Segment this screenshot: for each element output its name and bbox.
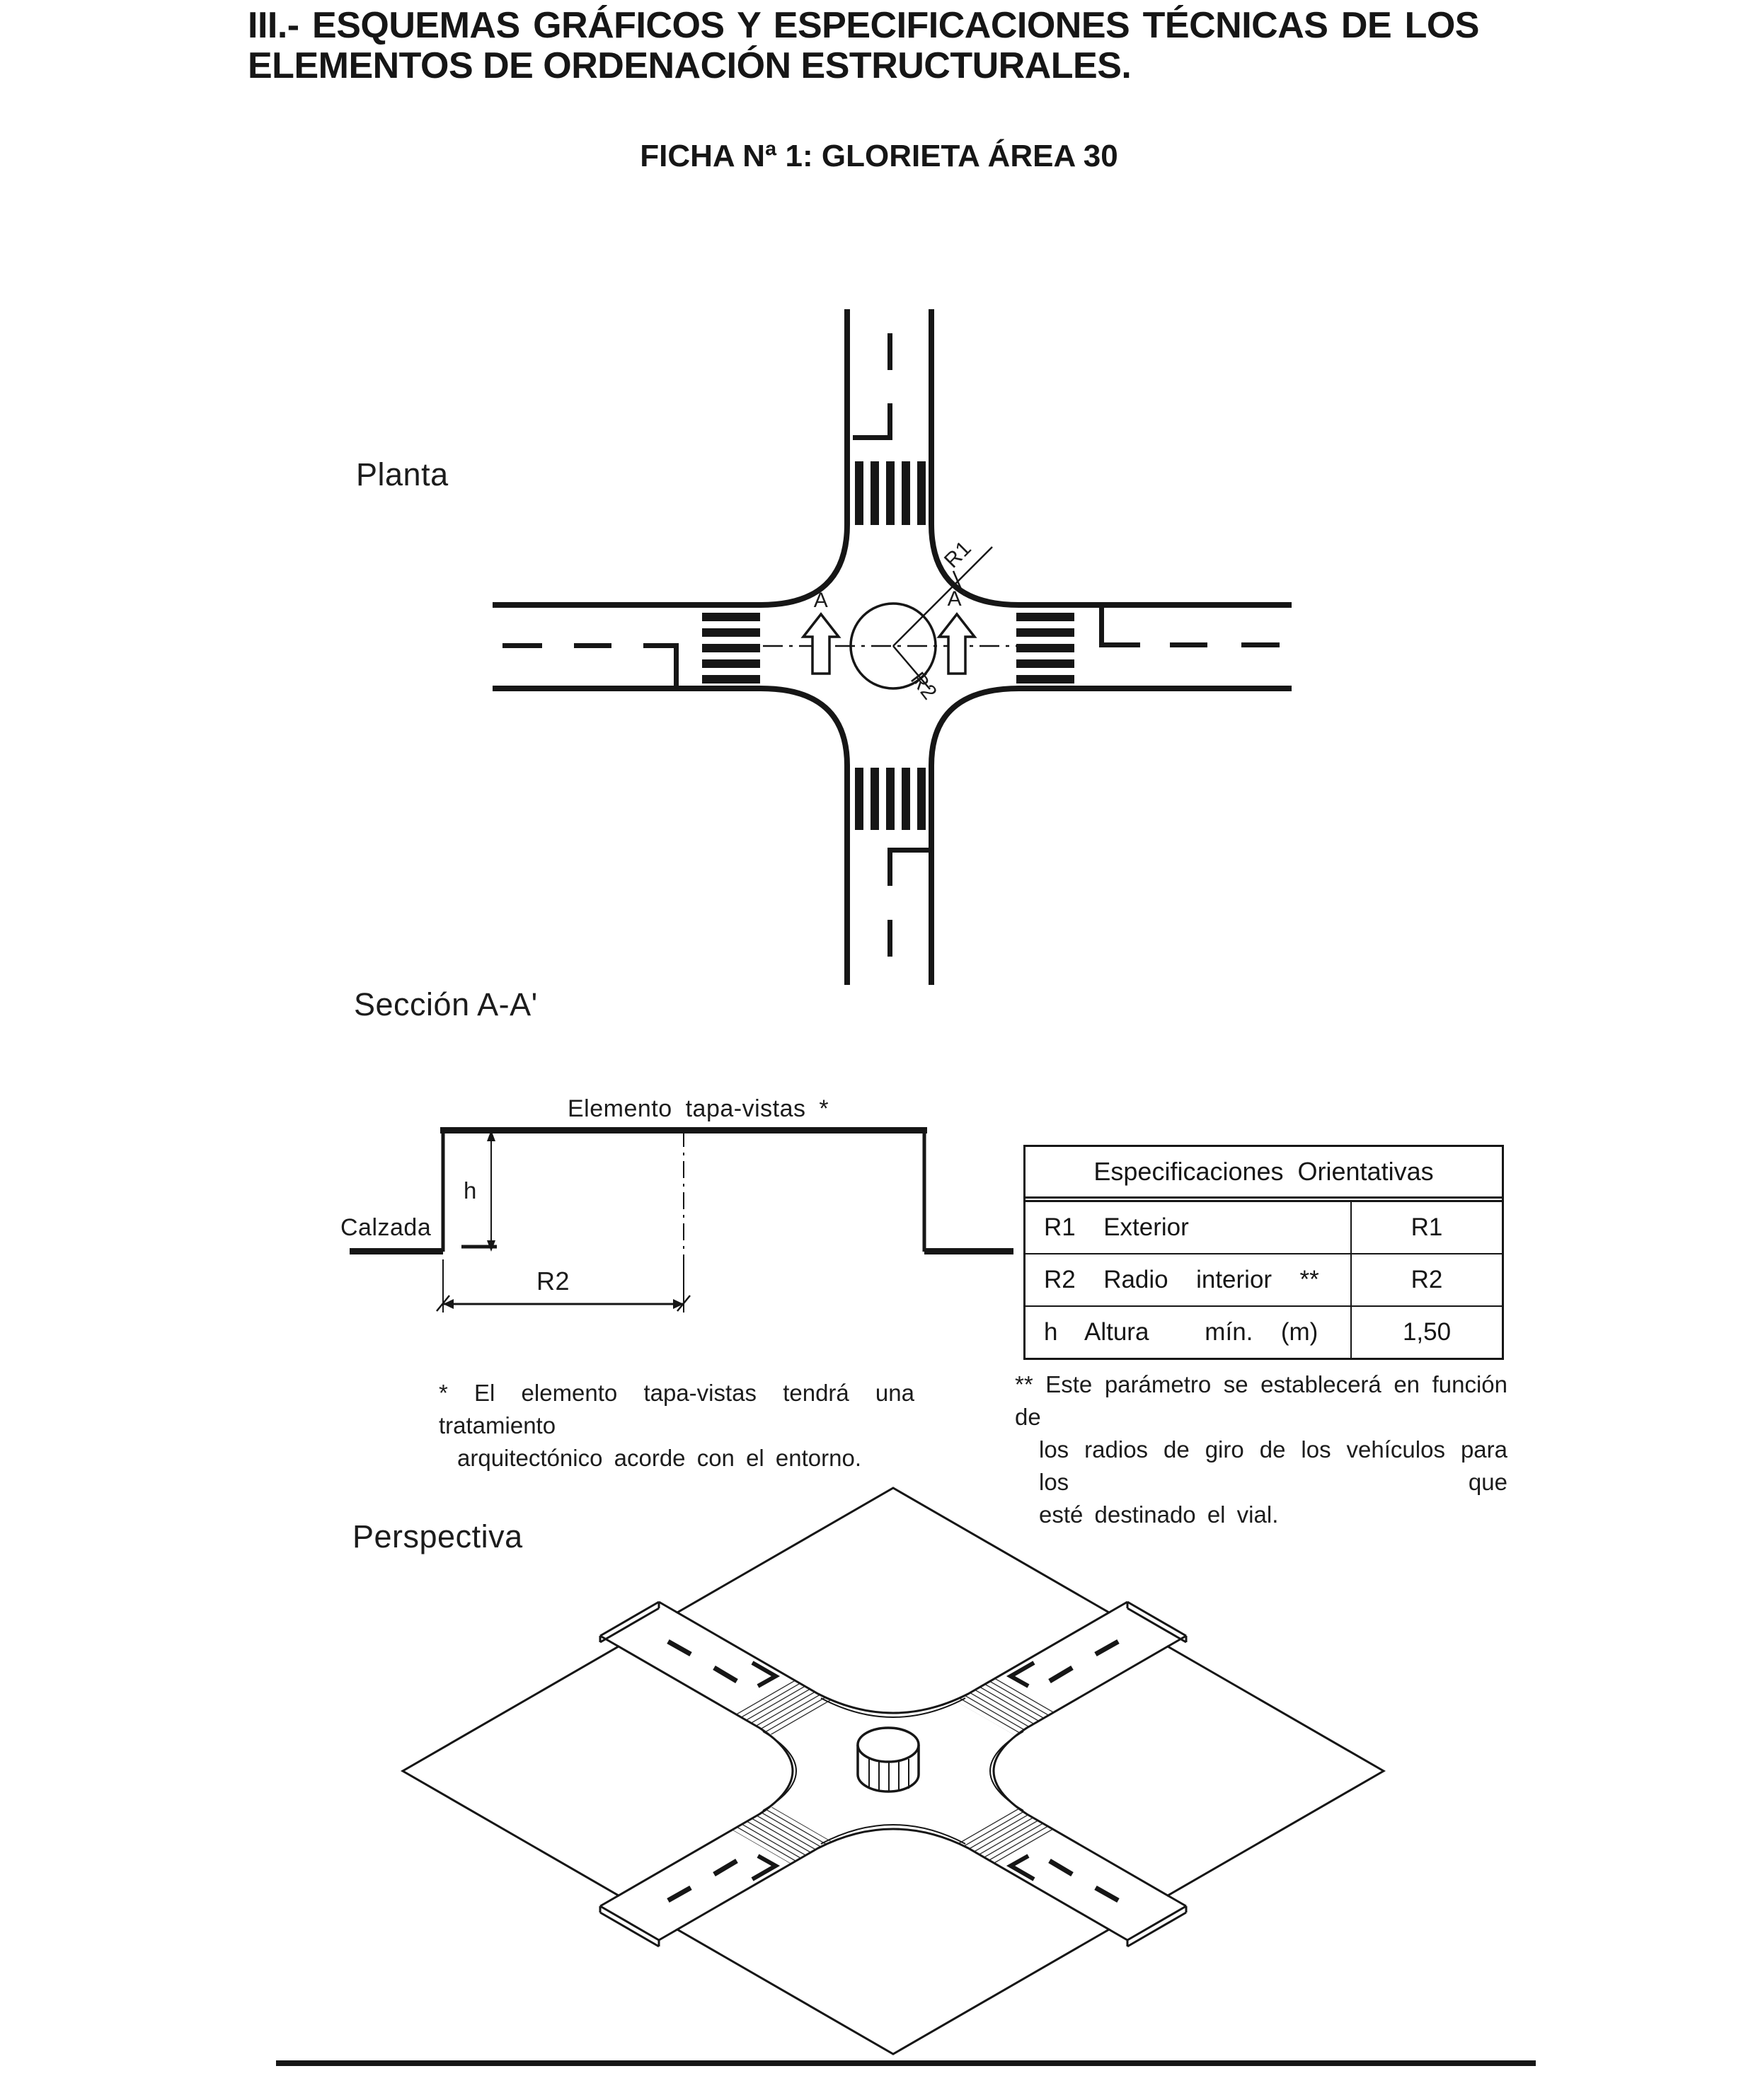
plan-view-label: Planta (356, 456, 449, 492)
footnote-single-star-line2: arquitectónico acorde con el entorno. (457, 1445, 862, 1471)
section-mark-a-label: A (813, 589, 829, 612)
spec-table (1023, 1145, 1504, 1360)
ficha-subtitle: FICHA Nª 1: GLORIETA ÁREA 30 (640, 139, 1118, 173)
section-view-label: Sección A-A' (354, 986, 538, 1022)
plan-r1-label: R1 (939, 536, 977, 573)
section-wall-lines (350, 1127, 1013, 1254)
perspective-view-label: Perspectiva (352, 1518, 523, 1554)
calzada-label: Calzada (340, 1214, 432, 1241)
perspective-drawing (382, 1472, 1430, 2087)
page-footer-rule (276, 2060, 1536, 2066)
footnote-single-star-line1: * El elemento tapa-vistas tendrá una tratamiento (439, 1380, 914, 1438)
section-mark-a-prime-label: A' (947, 587, 967, 611)
spec-row-label: R2 Radio interior ** (1044, 1266, 1319, 1293)
spec-row-value: R1 (1350, 1202, 1502, 1253)
plaza-curb-lines (763, 1698, 1023, 1844)
table-row (1026, 1305, 1502, 1358)
footnote-single-star (439, 1377, 914, 1475)
spec-row-value: R2 (1350, 1254, 1502, 1305)
section-cut-arrows (803, 614, 975, 674)
spec-table-title: Especificaciones Orientativas (1026, 1147, 1502, 1202)
table-row (1026, 1253, 1502, 1305)
table-row (1026, 1202, 1502, 1253)
plan-road-markings (502, 333, 1280, 957)
plan-view-drawing (255, 297, 1316, 998)
perspective-cylinder (858, 1728, 919, 1792)
spec-row-label: R1 Exterior (1044, 1213, 1189, 1241)
height-dim-label: h (464, 1177, 477, 1204)
page-title-line1: III.- ESQUEMAS GRÁFICOS Y ESPECIFICACIONES TÉCNICAS DE LOS (248, 5, 1479, 46)
spec-row-label: h Altura mín. (m) (1044, 1318, 1318, 1346)
r2-dim-label: R2 (536, 1267, 570, 1296)
page-title-line2: ELEMENTOS DE ORDENACIÓN ESTRUCTURALES. (248, 45, 1132, 86)
element-tapa-vistas-label: Elemento tapa-vistas * (568, 1095, 829, 1122)
footnote-double-star-line2: los radios de giro de los vehículos para los que (1039, 1436, 1507, 1495)
footnote-double-star-line3: esté destinado el vial. (1039, 1501, 1279, 1528)
plan-r2-label: R2 (905, 668, 942, 705)
footnote-double-star-line1: ** Este parámetro se establecerá en función de (1015, 1371, 1507, 1430)
perspective-quadrant-blocks (403, 1488, 1384, 2054)
spec-row-value: 1,50 (1350, 1307, 1502, 1358)
page-title (248, 6, 1479, 86)
